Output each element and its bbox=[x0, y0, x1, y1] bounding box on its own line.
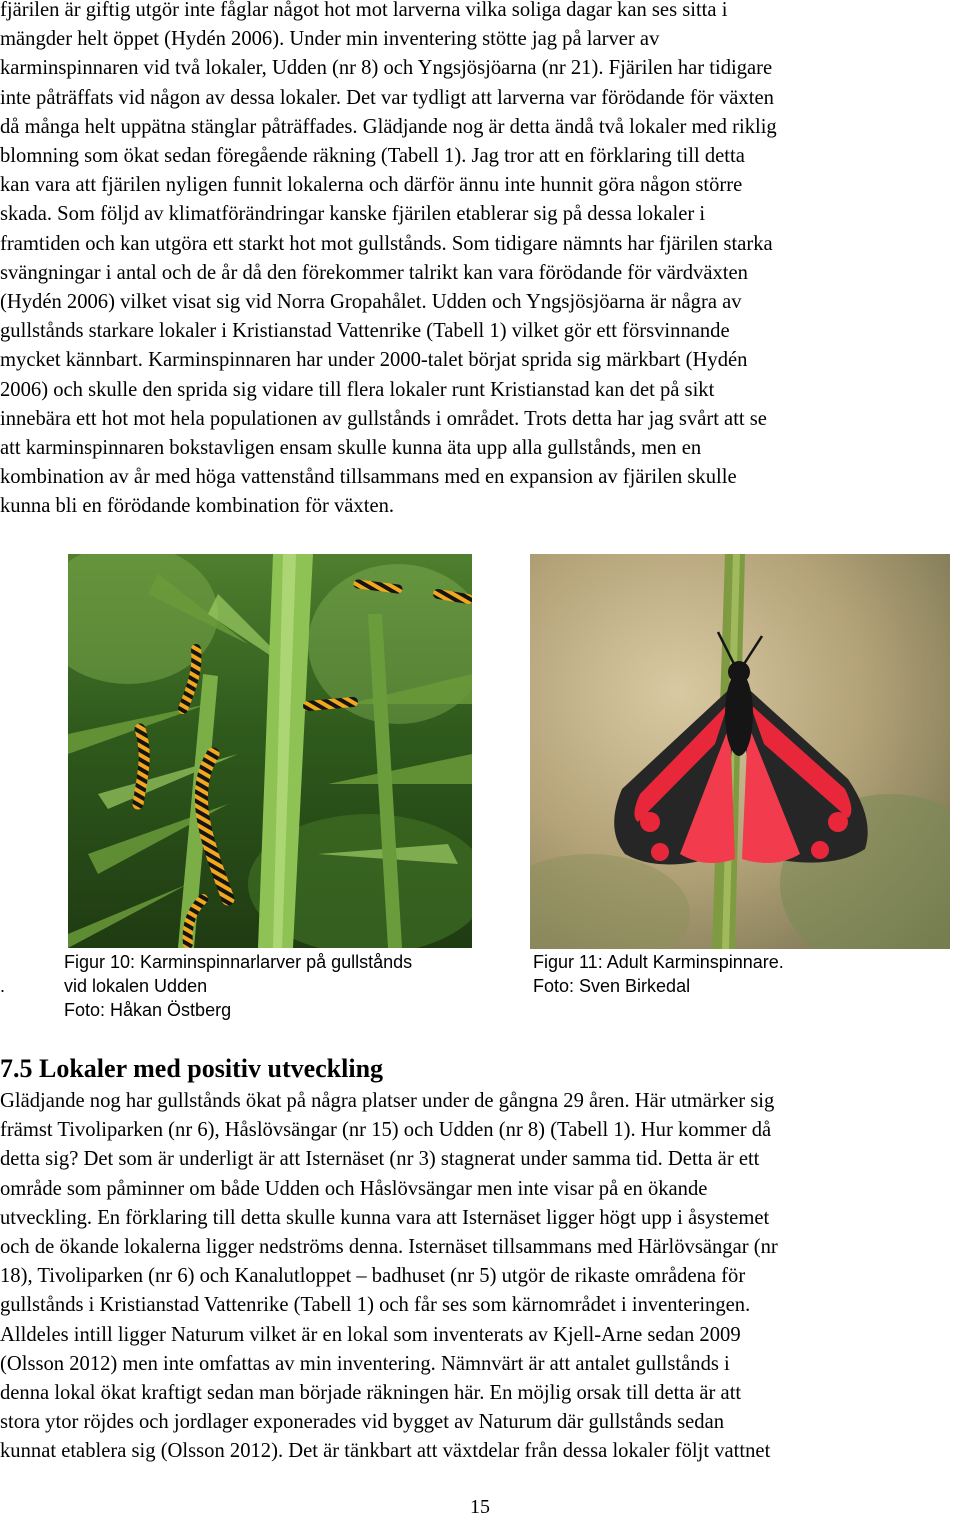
text-line: blomning som ökat sedan föregående räkning (Tabell 1). Jag tror att en förklaring till detta bbox=[0, 145, 745, 168]
caption-line: Figur 10: Karminspinnarlarver på gullstånds bbox=[64, 952, 413, 972]
text-line: 2006) och skulle den sprida sig vidare till flera lokaler runt Kristianstad kan det på sikt bbox=[0, 378, 715, 401]
text-line: att karminspinnaren bokstavligen ensam skulle kunna äta upp alla gullstånds, men en bbox=[0, 437, 702, 460]
text-line: fjärilen är giftig utgör inte fåglar något hot mot larverna vilka soliga dagar kan ses sitta i bbox=[0, 0, 728, 21]
text-line: kunnat etablera sig (Olsson 2012). Det är tänkbart att växtdelar från dessa lokaler följt vattnet bbox=[0, 1440, 771, 1463]
text-line: kombination av år med höga vattenstånd tillsammans med en expansion av fjärilen skulle bbox=[0, 466, 737, 489]
figure-10-caption bbox=[64, 950, 412, 1022]
caption-line: Foto: Sven Birkedal bbox=[533, 976, 691, 996]
text-line: svängningar i antal och de år då den förekommer talrikt kan vara förödande för värdväxten bbox=[0, 261, 748, 284]
caption-line: vid lokalen Udden bbox=[64, 976, 208, 996]
body-paragraph bbox=[0, 0, 960, 522]
text-line: innebära ett hot mot hela populationen av gullstånds i området. Trots detta har jag svårt att se bbox=[0, 407, 767, 430]
text-line: och de ökande lokalerna ligger nedströms denna. Isternäset tillsammans med Härlövsängar (nr bbox=[0, 1236, 778, 1259]
text-line: kan vara att fjärilen nyligen funnit lokalerna och därför ännu inte hunnit göra någon större bbox=[0, 174, 743, 197]
text-line: gullstånds i Kristianstad Vattenrike (Tabell 1) och får ses som kärnområdet i inventeringen. bbox=[0, 1294, 751, 1317]
section-heading: 7.5 Lokaler med positiv utveckling bbox=[0, 1054, 384, 1083]
text-line: främst Tivoliparken (nr 6), Håslövsängar (nr 15) och Udden (nr 8) (Tabell 1). Hur kommer då bbox=[0, 1119, 772, 1142]
text-line: framtiden och kan utgöra ett starkt hot mot gullstånds. Som tidigare nämnts har fjärilen starka bbox=[0, 232, 773, 255]
text-line: karminspinnaren vid två lokaler, Udden (nr 8) och Yngsjösjöarna (nr 21). Fjärilen har tidigare bbox=[0, 57, 773, 80]
text-line: (Hydén 2006) vilket visat sig vid Norra Gropahålet. Udden och Yngsjösjöarna är några av bbox=[0, 291, 742, 314]
page-number: 15 bbox=[470, 1496, 490, 1518]
text-line: denna lokal ökat kraftigt sedan man började räkningen här. En möjlig orsak till detta är att bbox=[0, 1382, 742, 1405]
caption-line: Foto: Håkan Östberg bbox=[64, 1000, 232, 1020]
text-line: stora ytor röjdes och jordlager exponerades vid bygget av Naturum där gullstånds sedan bbox=[0, 1411, 725, 1434]
moth-photo bbox=[530, 554, 950, 949]
figure-11-caption bbox=[533, 950, 784, 998]
text-line: (Olsson 2012) men inte omfattas av min inventering. Nämnvärt är att antalet gullstånds i bbox=[0, 1352, 730, 1375]
caption-line: Figur 11: Adult Karminspinnare. bbox=[533, 952, 784, 972]
text-line: inte påträffats vid någon av dessa lokaler. Det var tydligt att larverna var förödande för växten bbox=[0, 86, 774, 109]
body-paragraph bbox=[0, 1087, 960, 1467]
text-line: kunna bli en förödande kombination för växten. bbox=[0, 495, 395, 518]
stray-period: . bbox=[0, 976, 6, 996]
caterpillar-photo bbox=[68, 554, 472, 948]
text-line: mängder helt öppet (Hydén 2006). Under min inventering stötte jag på larver av bbox=[0, 28, 660, 51]
text-line: utveckling. En förklaring till detta skulle kunna vara att Isternäset ligger högt upp i åsystemet bbox=[0, 1206, 770, 1229]
text-line: Alldeles intill ligger Naturum vilket är en lokal som inventerats av Kjell-Arne sedan 2009 bbox=[0, 1323, 741, 1346]
text-line: område som påminner om både Udden och Håslövsängar men inte visar på en ökande bbox=[0, 1177, 708, 1200]
text-line: Glädjande nog har gullstånds ökat på några platser under de gångna 29 åren. Här utmärker sig bbox=[0, 1090, 775, 1112]
text-line: detta sig? Det som är underligt är att Isternäset (nr 3) stagnerat under samma tid. Detta är ett bbox=[0, 1148, 760, 1171]
text-line: 18), Tivoliparken (nr 6) och Kanalutloppet – badhuset (nr 5) utgör de rikaste områdena för bbox=[0, 1265, 746, 1288]
text-line: mycket kännbart. Karminspinnaren har under 2000-talet börjat sprida sig märkbart (Hydén bbox=[0, 349, 748, 372]
text-line: skada. Som följd av klimatförändringar kanske fjärilen etablerar sig på dessa lokaler i bbox=[0, 203, 706, 226]
text-line: gullstånds starkare lokaler i Kristianstad Vattenrike (Tabell 1) vilket gör ett försvinnande bbox=[0, 320, 730, 343]
text-line: då många helt uppätna stänglar påträffades. Glädjande nog är detta ändå två lokaler med riklig bbox=[0, 115, 777, 138]
